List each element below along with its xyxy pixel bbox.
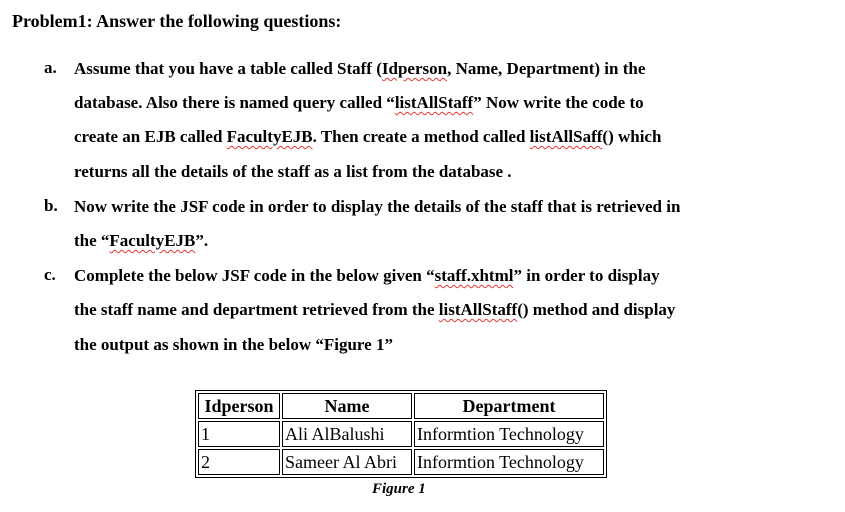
question-a-line-4: returns all the details of the staff as a list from the database . <box>74 162 512 181</box>
cell-department: Informtion Technology <box>414 449 604 475</box>
cell-idperson: 2 <box>198 449 280 475</box>
question-a-line-3: create an EJB called FacultyEJB. Then create a method called listAllSaff() which <box>74 127 662 146</box>
figure-caption: Figure 1 <box>372 481 426 497</box>
question-a-line-2: database. Also there is named query called “listAllStaff” Now write the code to <box>74 93 644 112</box>
cell-idperson: 1 <box>198 421 280 447</box>
table-row <box>198 421 604 447</box>
header-idperson: Idperson <box>198 393 280 419</box>
question-c-marker: c. <box>44 265 56 284</box>
question-b-line-2: the “FacultyEJB”. <box>74 231 209 250</box>
question-c-line-1: Complete the below JSF code in the below given “staff.xhtml” in order to display <box>74 266 660 285</box>
question-b-line-1: Now write the JSF code in order to display the details of the staff that is retrieved in <box>74 197 681 216</box>
cell-name: Ali AlBalushi <box>282 421 412 447</box>
question-a-line-1: Assume that you have a table called Staff (Idperson, Name, Department) in the <box>74 59 646 78</box>
question-b-marker: b. <box>44 196 58 215</box>
question-c-line-3: the output as shown in the below “Figure 1” <box>74 335 393 354</box>
cell-name: Sameer Al Abri <box>282 449 412 475</box>
table-header-row <box>198 393 604 419</box>
header-department: Department <box>414 393 604 419</box>
staff-table <box>195 390 607 478</box>
question-a-marker: a. <box>44 58 57 77</box>
table-row <box>198 449 604 475</box>
question-c-line-2: the staff name and department retrieved from the listAllStaff() method and display <box>74 300 676 319</box>
cell-department: Informtion Technology <box>414 421 604 447</box>
header-name: Name <box>282 393 412 419</box>
problem-title: Problem1: Answer the following questions: <box>12 11 342 31</box>
